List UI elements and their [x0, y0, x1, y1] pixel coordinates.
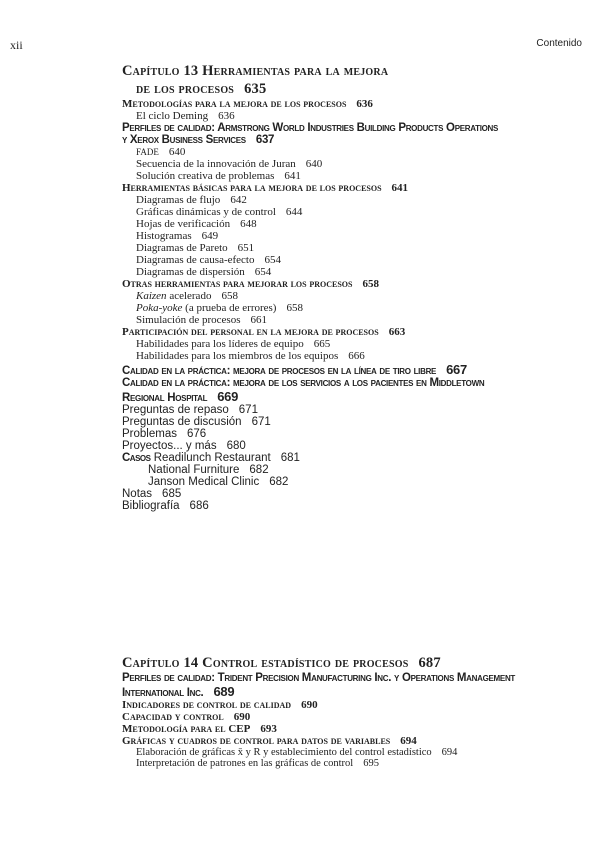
toc-profile-cont: International Inc. 689 — [122, 684, 235, 699]
toc-item: Gráficas dinámicas y de control 644 — [136, 206, 303, 218]
chapter-13-title-cont: de los procesos 635 — [136, 81, 267, 97]
toc-end-item: Preguntas de repaso 671 — [122, 404, 258, 416]
toc-item: Diagramas de Pareto 651 — [136, 242, 255, 254]
toc-item: Habilidades para los miembros de los equipos 666 — [136, 350, 365, 362]
toc-practice: Calidad en la práctica: mejora de procesos en la línea de tiro libre 667 — [122, 362, 467, 377]
toc-item: Diagramas de flujo 642 — [136, 194, 247, 206]
toc-item: Diagramas de dispersión 654 — [136, 266, 272, 278]
toc-profile: Perfiles de calidad: Trident Precision Manufacturing Inc. y Operations Management — [122, 672, 516, 684]
chapter-14-title: Capítulo 14 Control estadístico de procesos 687 — [122, 655, 441, 671]
toc-item: Hojas de verificación 648 — [136, 218, 257, 230]
toc-section: Indicadores de control de calidad 690 — [122, 699, 318, 711]
toc-profile-cont: y Xerox Business Services 637 — [122, 134, 275, 146]
running-title: Contenido — [536, 38, 582, 49]
toc-item: Elaboración de gráficas x̄ y R y establecimiento del control estadístico 694 — [136, 747, 458, 758]
toc-item: Simulación de procesos 661 — [136, 314, 267, 326]
chapter-13-toc — [122, 62, 582, 512]
chapter-14-toc — [122, 654, 582, 769]
toc-item: Histogramas 649 — [136, 230, 219, 242]
toc-practice-cont: Regional Hospital 669 — [122, 389, 239, 404]
toc-cases: Casos Readilunch Restaurant 681 — [122, 452, 300, 464]
toc-section: Metodología para el CEP 693 — [122, 723, 277, 735]
toc-section: Herramientas básicas para la mejora de los procesos 641 — [122, 182, 409, 194]
toc-profile: Perfiles de calidad: Armstrong World Industries Building Products Operations — [122, 122, 499, 134]
toc-item: FADE 640 — [136, 146, 186, 158]
toc-section: Participación del personal en la mejora de procesos 663 — [122, 326, 406, 338]
toc-item: Secuencia de la innovación de Juran 640 — [136, 158, 323, 170]
toc-item: Poka-yoke (a prueba de errores) 658 — [136, 302, 303, 314]
toc-item: Habilidades para los líderes de equipo 665 — [136, 338, 331, 350]
toc-item: El ciclo Deming 636 — [136, 110, 235, 122]
toc-end-item: Bibliografía 686 — [122, 500, 209, 512]
toc-end-item: Proyectos... y más 680 — [122, 440, 246, 452]
toc-item: Solución creativa de problemas 641 — [136, 170, 301, 182]
toc-practice: Calidad en la práctica: mejora de los servicios a los pacientes en Middletown — [122, 377, 485, 389]
chapter-13-title: Capítulo 13 Herramientas para la mejora — [122, 63, 389, 79]
toc-end-item: Preguntas de discusión 671 — [122, 416, 271, 428]
toc-item: Diagramas de causa-efecto 654 — [136, 254, 281, 266]
toc-item: Kaizen acelerado 658 — [136, 290, 238, 302]
toc-end-item: Problemas 676 — [122, 428, 207, 440]
toc-end-item: Notas 685 — [122, 488, 182, 500]
toc-case-item: Janson Medical Clinic 682 — [148, 476, 289, 488]
toc-section: Gráficas y cuadros de control para datos de variables 694 — [122, 735, 417, 747]
toc-section: Otras herramientas para mejorar los procesos 658 — [122, 278, 379, 290]
toc-case-item: National Furniture 682 — [148, 464, 269, 476]
toc-section: Metodologías para la mejora de los procesos 636 — [122, 98, 373, 110]
page-number: xii — [10, 38, 23, 52]
toc-section: Capacidad y control 690 — [122, 711, 251, 723]
toc-item: Interpretación de patrones en las gráficas de control 695 — [136, 758, 379, 769]
